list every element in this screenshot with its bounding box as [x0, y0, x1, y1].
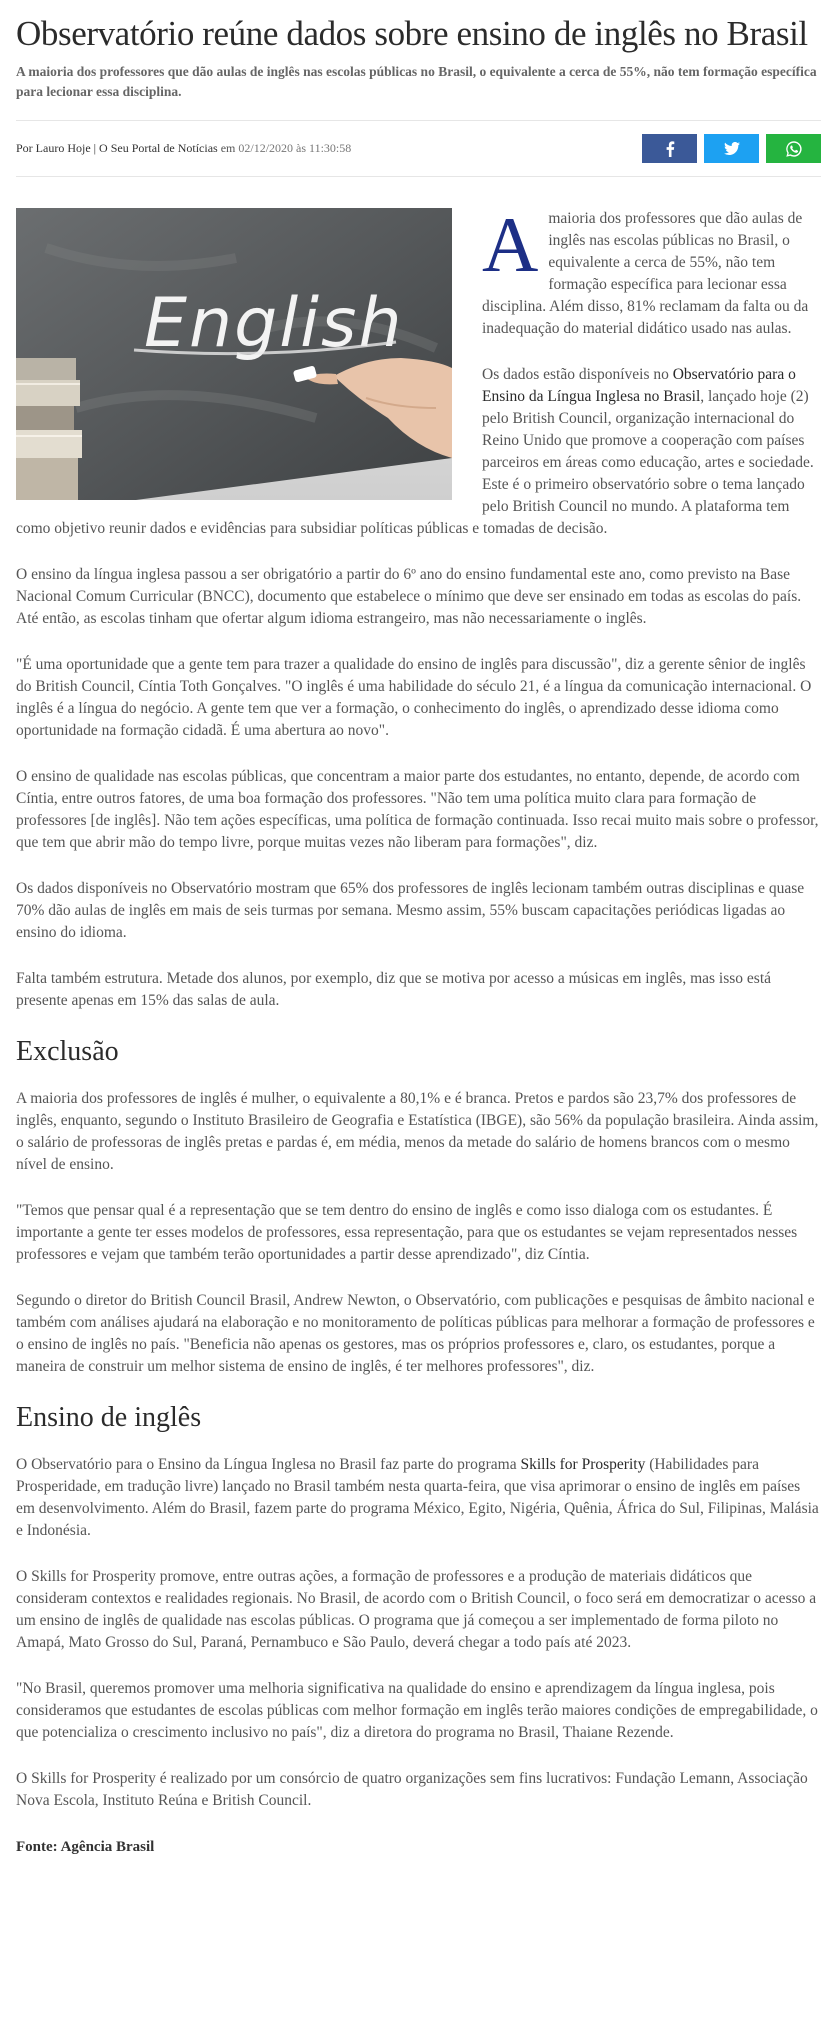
paragraph-13: "No Brasil, queremos promover uma melhoria significativa na qualidade do ensino e aprendizagem da língua inglesa, pois consideramos que estudantes de escolas públicas com melhor formação em inglês terão maiores condições de empregabilidade, o que potencializa o crescimento inclusivo no país", diz a diretora do programa no Brasil, Thaiane Rezende. — [16, 1680, 818, 1741]
bottom-spacer — [16, 1858, 821, 1898]
paragraph-2-text-b: , lançado hoje (2) pelo British Council, organização internacional do Reino Unido que promove a cooperação com países parceiros em áreas como educação, artes e sociedade. Este é o primeiro observatório sobre o tema lançado pelo British Council no mundo. A plataforma tem como objetivo reunir dados e evidências para subsidiar políticas públicas e tomadas de decisão. — [16, 388, 814, 537]
publish-date: 02/12/2020 às 11:30:58 — [238, 141, 352, 155]
share-buttons — [642, 134, 821, 163]
article-body — [16, 201, 821, 1858]
article-subtitle: A maioria dos professores que dão aulas de inglês nas escolas públicas no Brasil, o equivalente a cerca de 55%, não tem formação específica para lecionar essa disciplina. — [16, 64, 817, 99]
paragraph-2-text-a: Os dados estão disponíveis no — [482, 366, 673, 383]
observatorio-link[interactable]: Observatório para o Ensino da Língua Inglesa no Brasil — [482, 366, 796, 405]
paragraph-1-text: maioria dos professores que dão aulas de inglês nas escolas públicas no Brasil, o equivalente a cerca de 55%, não tem formação específica para lecionar essa disciplina. Além disso, 81% reclamam da falta ou da inadequação do material didático usado nas aulas. — [482, 210, 809, 337]
dropcap-letter: A — [482, 201, 539, 288]
paragraph-6: Os dados disponíveis no Observatório mostram que 65% dos professores de inglês lecionam também outras disciplinas e quase 70% dão aulas de inglês em mais de seis turmas por semana. Mesmo assim, 55% buscam capacitações periódicas ligadas ao ensino do idioma. — [16, 880, 805, 941]
share-facebook-button[interactable] — [642, 134, 697, 163]
author-link[interactable]: Por Lauro Hoje | O Seu Portal de Notícias — [16, 141, 218, 155]
article-image — [16, 208, 452, 500]
paragraph-11-text-a: O Observatório para o Ensino da Língua Inglesa no Brasil faz parte do programa — [16, 1456, 521, 1473]
paragraph-3: O ensino da língua inglesa passou a ser obrigatório a partir do 6º ano do ensino fundamental este ano, como previsto na Base Nacional Comum Curricular (BNCC), documento que estabelece o mínimo que deve ser ensinado em todas as escolas do país. Até então, as escolas tinham que ofertar algum idioma estrangeiro, mas não necessariamente o inglês. — [16, 566, 802, 627]
share-twitter-button[interactable] — [704, 134, 759, 163]
article-title: Observatório reúne dados sobre ensino de inglês no Brasil — [16, 14, 808, 53]
article-source: Fonte: Agência Brasil — [16, 1839, 155, 1855]
paragraph-11-text-b: (Habilidades para Prosperidade, em tradução livre) lançado no Brasil também nesta quarta-feira, que visa aprimorar o ensino de inglês em países em desenvolvimento. Além do Brasil, fazem parte do programa México, Egito, Nigéria, Quênia, África do Sul, Filipinas, Malásia e Indonésia. — [16, 1456, 819, 1539]
books-stack — [16, 358, 82, 500]
paragraph-7: Falta também estrutura. Metade dos alunos, por exemplo, diz que se motiva por acesso a músicas em inglês, mas isso está presente apenas em 15% das salas de aula. — [16, 970, 772, 1009]
section-heading-ensino: Ensino de inglês — [16, 1402, 202, 1433]
twitter-icon — [724, 142, 740, 155]
date-prefix: em — [217, 141, 239, 155]
facebook-icon — [665, 141, 675, 157]
byline — [16, 141, 351, 156]
paragraph-14: O Skills for Prosperity é realizado por um consórcio de quatro organizações sem fins lucrativos: Fundação Lemann, Associação Nova Escola, Instituto Reúna e British Council. — [16, 1770, 808, 1809]
section-heading-exclusao: Exclusão — [16, 1036, 119, 1067]
paragraph-5: O ensino de qualidade nas escolas públicas, que concentram a maior parte dos estudantes, no entanto, depende, de acordo com Cíntia, entre outros fatores, de uma boa formação dos professores. "Não tem uma política muito clara para formação de professores [de inglês]. Não tem ações específicas, uma política de formação continuada. Isso recai muito mais sobre o professor, que tem que abrir mão do tempo livre, porque muitas vezes não liberam para formações", diz. — [16, 768, 819, 851]
skills-for-prosperity-link[interactable]: Skills for Prosperity — [520, 1456, 646, 1473]
paragraph-8: A maioria dos professores de inglês é mulher, o equivalente a 80,1% e é branca. Pretos e pardos são 23,7% dos professores de inglês, enquanto, segundo o Instituto Brasileiro de Geografia e Estatística (IBGE), são 56% da população brasileira. Ainda assim, o salário de professoras de inglês pretas e pardas é, em média, menos da metade do salário de homens brancos com o mesmo nível de ensino. — [16, 1090, 819, 1173]
paragraph-4: "É uma oportunidade que a gente tem para trazer a qualidade do ensino de inglês para discussão", diz a gerente sênior de inglês do British Council, Cíntia Toth Gonçalves. "O inglês é uma habilidade do século 21, é a língua da comunicação internacional. O inglês é a língua do negócio. A gente tem que ver a formação, o conhecimento do inglês, o aprendizado desse idioma como oportunidade na formação cidadã. É uma abertura ao novo". — [16, 656, 812, 739]
share-whatsapp-button[interactable] — [766, 134, 821, 163]
paragraph-12: O Skills for Prosperity promove, entre outras ações, a formação de professores e a produção de materiais didáticos que consideram contextos e realidades regionais. No Brasil, de acordo com o British Council, o foco será em democratizar o acesso a um ensino de inglês de qualidade nas escolas públicas. O programa que já começou a ser implementado de forma piloto no Amapá, Mato Grosso do Sul, Paraná, Pernambuco e São Paulo, deverá chegar a todo país até 2023. — [16, 1568, 817, 1651]
whatsapp-icon — [786, 141, 802, 157]
article-container — [16, 15, 821, 1898]
paragraph-10: Segundo o diretor do British Council Brasil, Andrew Newton, o Observatório, com publicações e pesquisas de âmbito nacional e também com análises ajudará na elaboração e no monitoramento de políticas públicas para melhorar a formação de professores e o ensino de inglês no país. "Beneficia não apenas os gestores, mas os próprios professores e, claro, os estudantes, porque a maneira de construir um melhor sistema de ensino de inglês, é ter melhores professores", diz. — [16, 1292, 815, 1375]
chalk-word: English — [144, 284, 404, 363]
paragraph-11 — [16, 1454, 821, 1542]
byline-bar — [16, 120, 821, 177]
paragraph-9: "Temos que pensar qual é a representação que se tem dentro do ensino de inglês e como isso dialoga com os estudantes. É importante a gente ter esses modelos de professores, essa representação, para que os estudantes se vejam representados nesses professores e vejam que também terão oportunidades a partir desse aprendizado", diz Cíntia. — [16, 1202, 798, 1263]
